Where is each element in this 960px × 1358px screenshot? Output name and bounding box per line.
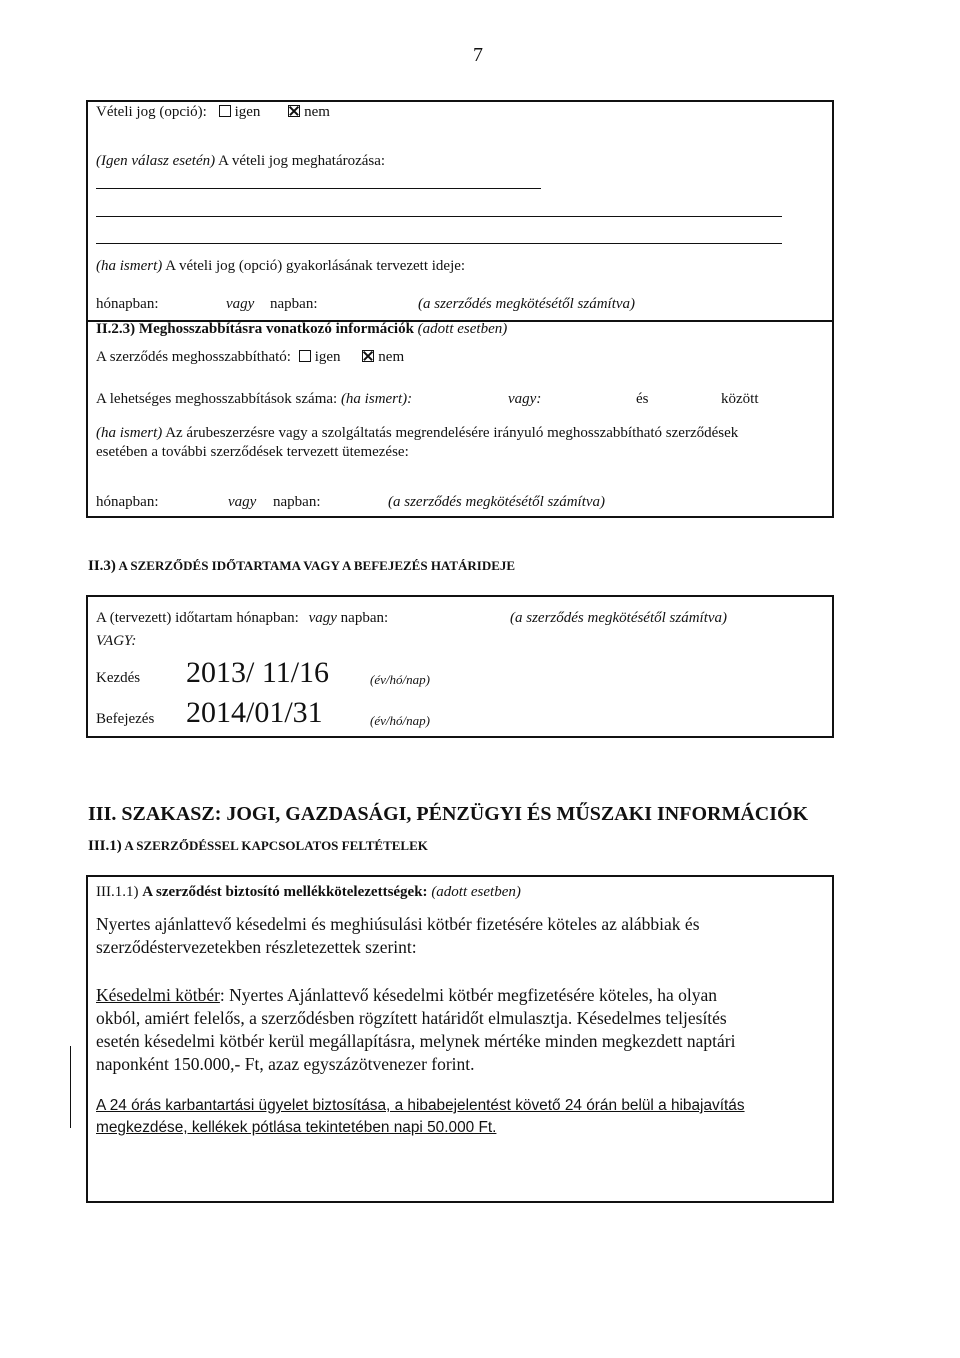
extension-count-note: (ha ismert):: [340, 391, 413, 407]
extension-months: hónapban:: [96, 494, 159, 510]
option-months: hónapban:: [96, 296, 159, 312]
option-days: napban:: [270, 296, 318, 312]
duration-or: vagy: [308, 610, 337, 626]
duration-heading-num: II.3): [88, 558, 116, 574]
section3-sub-text: A SZERZŐDÉSSEL KAPCSOLATOS FELTÉTELEK: [124, 838, 428, 853]
p3-line2: megkezdése, kellékek pótlása tekintetében napi 50.000 Ft.: [96, 1119, 497, 1136]
item-note: (adott esetben): [431, 884, 521, 900]
extension-count: A lehetséges meghosszabbítások száma:: [96, 391, 338, 407]
section3-heading: III. SZAKASZ: JOGI, GAZDASÁGI, PÉNZÜGYI ÉS MŰSZAKI INFORMÁCIÓK: [88, 803, 809, 825]
checkbox-igen-icon[interactable]: [299, 350, 311, 362]
extension-heading-note: (adott esetben): [417, 321, 508, 337]
extension-or2: vagy: [228, 494, 257, 510]
item-num: III.1.1): [96, 884, 139, 900]
start-format: (év/hó/nap): [370, 672, 430, 687]
p3-line1: A 24 órás karbantartási ügyelet biztosítása, a hibabejelentést követő 24 órán belül a hibajavítás: [96, 1097, 745, 1114]
extension-heading: II.2.3) Meghosszabbításra vonatkozó információk: [96, 321, 414, 337]
extendable-no: nem: [378, 349, 405, 365]
page-number: 7: [473, 44, 483, 66]
duration-heading-text: A SZERZŐDÉS IDŐTARTAMA VAGY A BEFEJEZÉS HATÁRIDEJE: [118, 558, 516, 573]
end-date: 2014/01/31: [186, 696, 323, 729]
fill-line: [96, 216, 782, 217]
duration-or-caps: VAGY:: [96, 633, 137, 649]
extendable-yes: igen: [314, 349, 341, 365]
option-definition: A vételi jog meghatározása:: [218, 153, 386, 169]
p2-line4: naponként 150.000,- Ft, azaz egyszázötvenezer forint.: [96, 1054, 475, 1074]
extension-heading-row: [96, 321, 507, 338]
checkbox-nem-checked-icon[interactable]: [288, 105, 300, 117]
extension-or: vagy:: [508, 391, 542, 407]
option-label: Vételi jog (opció):: [96, 104, 207, 120]
duration-planned-row: [96, 610, 388, 627]
option-definition-row: [96, 153, 385, 170]
extension-and: és: [636, 391, 649, 407]
p2-line1: [96, 985, 717, 1006]
duration-planned: A (tervezett) időtartam hónapban:: [96, 610, 299, 626]
option-planned: A vételi jog (opció) gyakorlásának tervezett ideje:: [165, 258, 466, 274]
end-format: (év/hó/nap): [370, 713, 430, 728]
extendable-label: A szerződés meghosszabbítható:: [96, 349, 291, 365]
section3-sub-num: III.1): [88, 838, 122, 854]
start-date: 2013/ 11/16: [186, 656, 330, 689]
option-yes: igen: [234, 104, 261, 120]
checkbox-nem-checked-icon[interactable]: [362, 350, 374, 362]
option-or: vagy: [226, 296, 255, 312]
if-known-note: (ha ismert): [96, 258, 163, 274]
schedule-text-1: Az árubeszerzésre vagy a szolgáltatás megrendelésére irányuló meghosszabbítható szerződések: [165, 425, 739, 441]
p2-rest: : Nyertes Ajánlattevő késedelmi kötbér megfizetésére köteles, ha olyan: [219, 985, 718, 1005]
option-label-row: [96, 104, 330, 121]
option-no: nem: [304, 104, 330, 120]
p1-line1: Nyertes ajánlattevő késedelmi és meghiúsulási kötbér fizetésére köteles az alábbiak és: [96, 914, 700, 934]
extension-schedule-line2: esetében a további szerződések tervezett ütemezése:: [96, 444, 409, 460]
extension-days: napban:: [273, 494, 321, 510]
extension-schedule-line1: [96, 425, 738, 442]
p2-line2: okból, amiért felelős, a szerződésben rögzített határidőt elmulasztja. Késedelmes teljesítés: [96, 1008, 727, 1028]
option-planned-row: [96, 258, 465, 275]
option-from-contract: (a szerződés megkötésétől számítva): [418, 296, 636, 312]
p2-term: Késedelmi kötbér: [96, 985, 220, 1005]
duration-from-contract: (a szerződés megkötésétől számítva): [510, 610, 728, 626]
end-label: Befejezés: [96, 711, 155, 727]
start-label: Kezdés: [96, 670, 141, 686]
extension-between: között: [721, 391, 759, 407]
extension-count-row: [96, 391, 412, 408]
fill-line: [96, 188, 541, 189]
section3-sub: [88, 838, 428, 855]
option-box: [86, 100, 834, 322]
extension-from-contract: (a szerződés megkötésétől számítva): [388, 494, 606, 510]
if-yes-note: (Igen válasz esetén): [96, 153, 216, 169]
duration-heading: [88, 558, 515, 575]
p2-line3: esetén késedelmi kötbér kerül megállapításra, melynek mértéke minden megkezdett naptári: [96, 1031, 736, 1051]
duration-days: napban:: [340, 610, 389, 626]
guarantee-heading-row: [96, 884, 521, 901]
if-known-note: (ha ismert): [96, 425, 163, 441]
extendable-row: [96, 349, 404, 366]
item-text: A szerződést biztosító mellékkötelezettségek:: [142, 884, 428, 900]
fill-line: [96, 243, 782, 244]
p1-line2: szerződéstervezetekben részletezettek szerint:: [96, 937, 417, 957]
checkbox-igen-icon[interactable]: [219, 105, 231, 117]
margin-revision-line: [70, 1046, 71, 1128]
